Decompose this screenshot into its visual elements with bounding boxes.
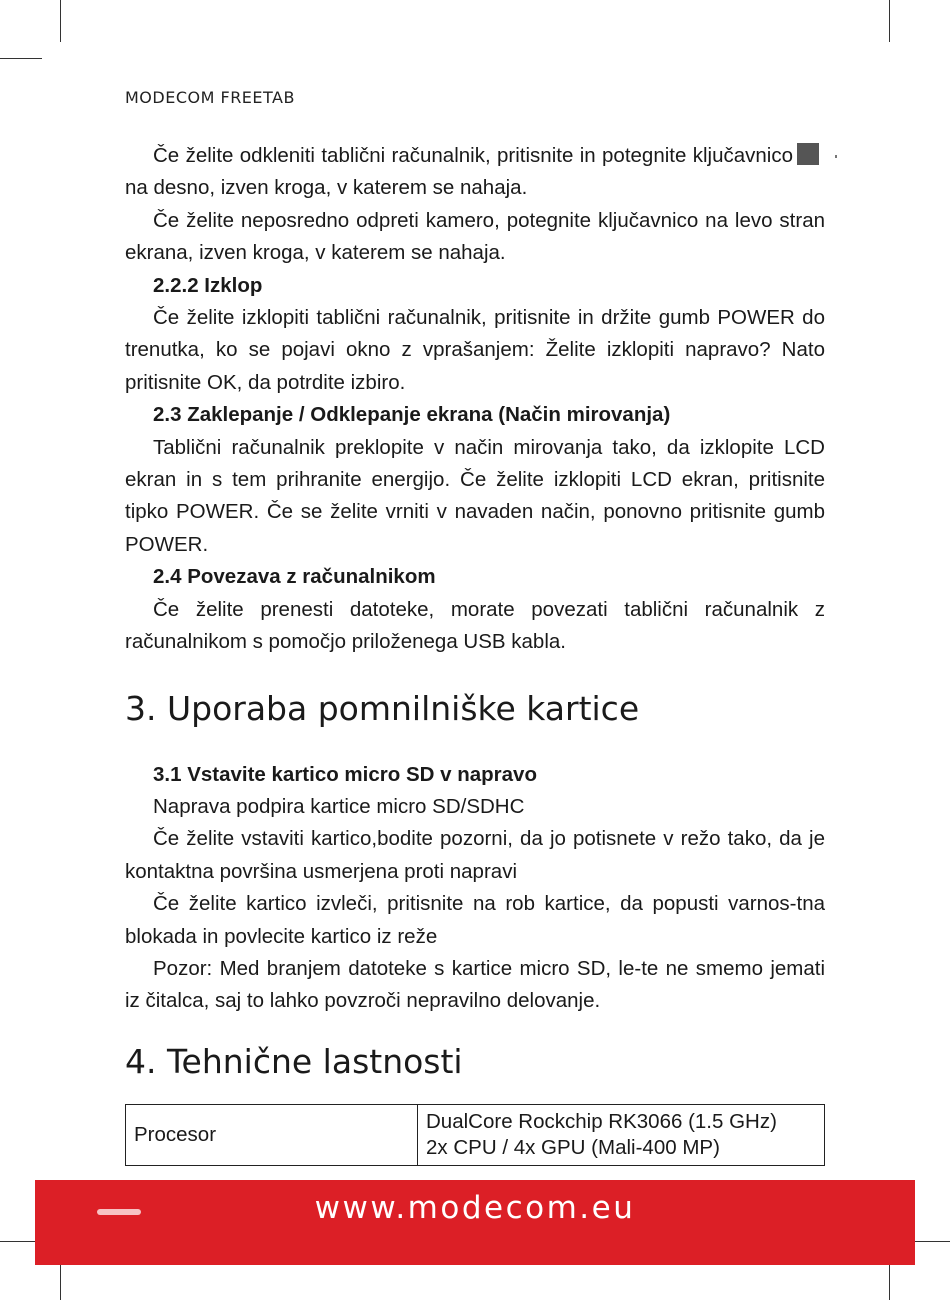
table-row (126, 1105, 825, 1166)
paragraph-sd-remove: Če želite kartico izvleči, pritisnite na rob kartice, da popusti varnos-tna blokada in povlecite kartico iz reže (125, 892, 825, 948)
paragraph-sleep: Tablični računalnik preklopite v način mirovanja tako, da izklopite LCD ekran in s tem prihranite energijo. Če želite izklopiti LCD ekran, pritisnite tipko POWER. Če se želite vrniti v navaden način, ponovno pritisnite gumb POWER. (125, 435, 825, 556)
spec-value: DualCore Rockchip RK3066 (1.5 GHz) 2x CPU / 4x GPU (Mali-400 MP) (418, 1105, 825, 1166)
heading-2-3: 2.3 Zaklepanje / Odklepanje ekrana (Način mirovanja) (153, 403, 671, 427)
paragraph-pc-connection: Če želite prenesti datoteke, morate povezati tablični računalnik z računalnikom s pomočjo priloženega USB kabla. (125, 597, 825, 654)
paragraph-sd-warning: Pozor: Med branjem datoteke s kartice micro SD, le-te ne smemo jemati iz čitalca, saj to lahko povzroči nepravilno delovanje. (125, 956, 825, 1013)
paragraph-camera: Če želite neposredno odpreti kamero, potegnite ključavnico na levo stran ekrana, izven kroga, v katerem se nahaja. (125, 208, 825, 265)
section-3-title: 3. Uporaba pomnilniške kartice (125, 688, 640, 728)
spec-label: Procesor (126, 1105, 418, 1166)
paragraph-sd-insert: Če želite vstaviti kartico,bodite pozorni, da jo potisnete v režo tako, da je kontaktna površina usmerjena proti napravi (125, 827, 825, 883)
page-content (125, 140, 825, 1082)
heading-2-2-2: 2.2.2 Izklop (153, 273, 263, 297)
paragraph-unlock: Če želite odkleniti tablični računalnik, pritisnite in potegnite ključavnicona desno, izven kroga, v katerem se nahaja. (125, 140, 825, 205)
heading-3-1: 3.1 Vstavite kartico micro SD v napravo (153, 762, 537, 786)
spec-table (125, 1104, 825, 1166)
crop-mark (889, 0, 890, 42)
lock-icon (797, 143, 819, 165)
footer-banner (35, 1180, 915, 1265)
paragraph-shutdown: Če želite izklopiti tablični računalnik, pritisnite in držite gumb POWER do trenutka, ko se pojavi okno z vprašanjem: Želite izklopiti napravo? Nato pritisnite OK, da potrdite izbiro. (125, 306, 825, 394)
paragraph-sd-support: Naprava podpira kartice micro SD/SDHC (153, 794, 525, 818)
crop-mark (0, 58, 42, 59)
running-header: MODECOM FREETAB (125, 88, 295, 107)
crop-mark (60, 0, 61, 42)
heading-2-4: 2.4 Povezava z računalnikom (153, 565, 436, 589)
website-url[interactable]: www.modecom.eu (314, 1190, 636, 1226)
section-4-title: 4. Tehnične lastnosti (125, 1041, 463, 1081)
